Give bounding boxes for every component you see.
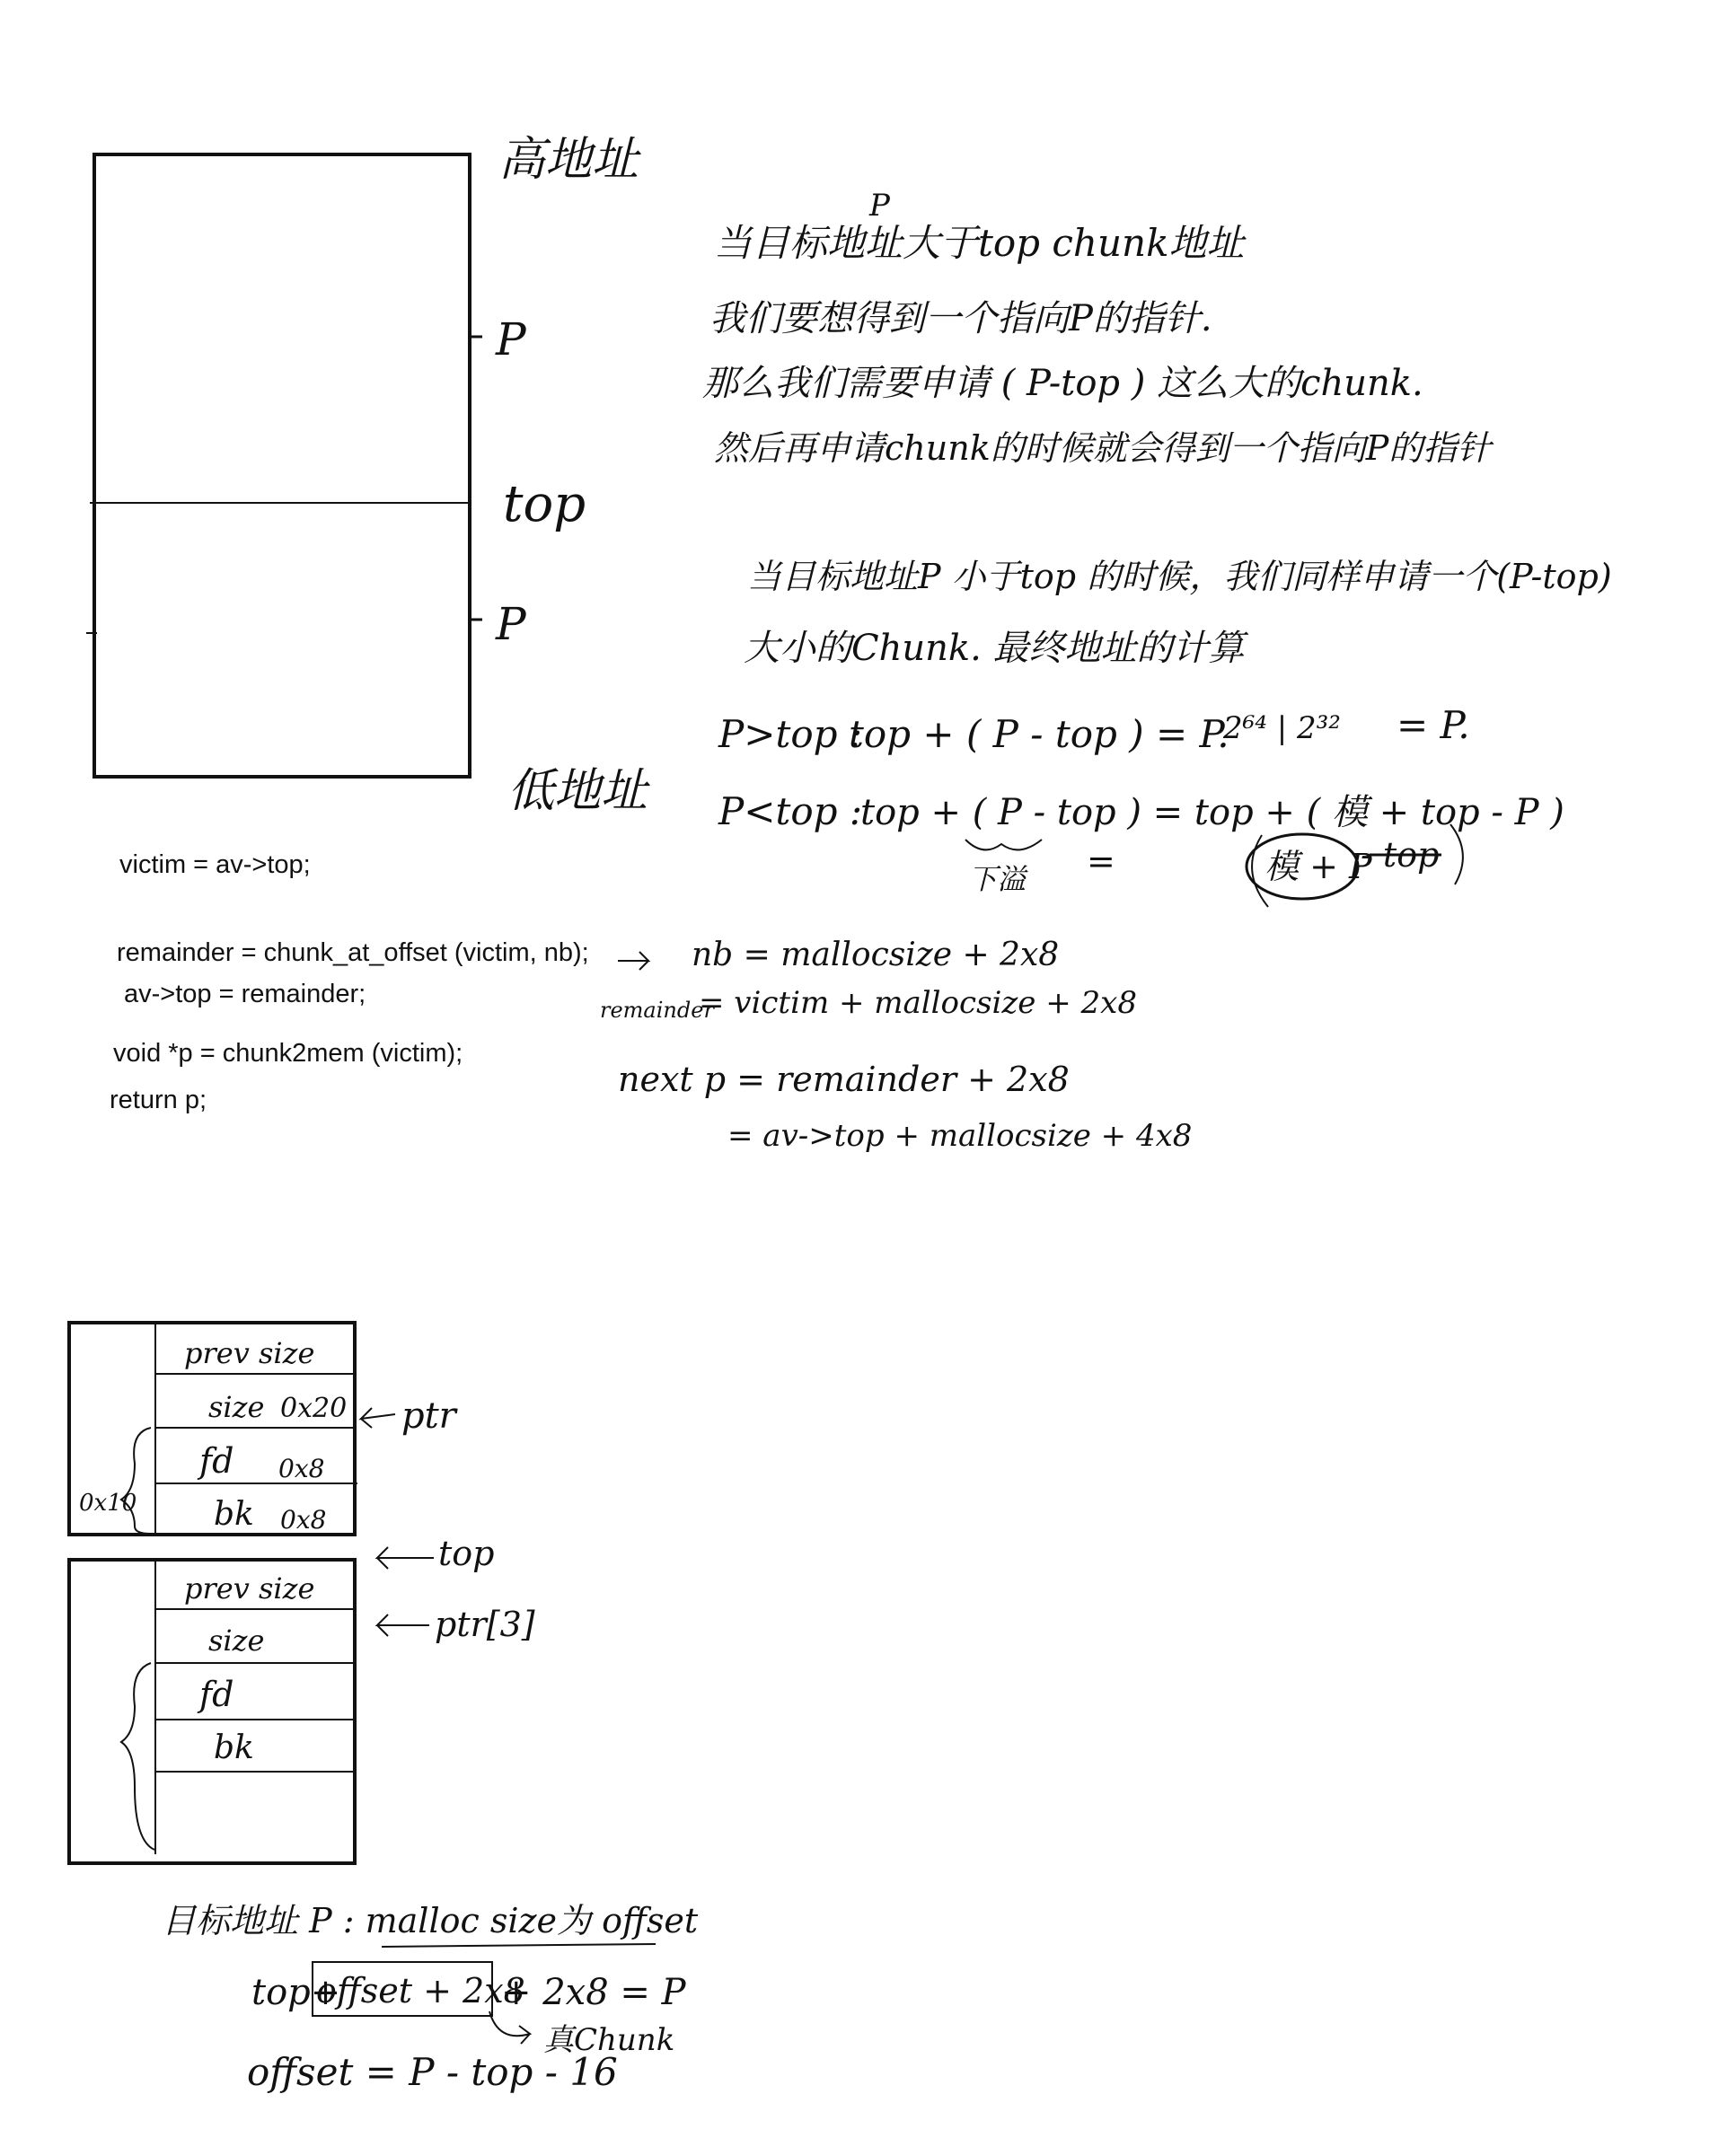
nb-arrow	[618, 952, 648, 970]
code-block	[110, 850, 589, 1114]
eq2-result-crossed: - top	[1361, 835, 1440, 875]
case1-line4: 然后再申请chunk的时候就会得到一个指向P的指针	[714, 428, 1492, 468]
case1-line3: 那么我们需要申请 ( P-top ) 这么大的chunk.	[702, 363, 1423, 404]
high-address-label: 高地址	[498, 133, 639, 187]
eq2-equals: =	[1087, 841, 1115, 881]
chunk2-brace	[121, 1663, 154, 1850]
chunk-diagram	[69, 1323, 535, 1863]
p-lower-label: P	[496, 598, 526, 650]
memory-diagram	[86, 133, 650, 818]
eq2-left: P<top :	[718, 789, 863, 833]
chunk2-prev-size: prev size	[184, 1571, 315, 1606]
underflow-brace	[965, 840, 1042, 849]
memory-region-box	[94, 154, 470, 777]
ptr3-label: ptr[3]	[435, 1605, 535, 1644]
next-p-annotation-2: = av->top + mallocsize + 4x8	[727, 1118, 1193, 1154]
case1-line2: 我们要想得到一个指向P的指针.	[709, 298, 1212, 339]
nb-annotation: nb = mallocsize + 2x8	[692, 937, 1060, 973]
code-line-5: return p;	[110, 1086, 207, 1114]
top-label: top	[503, 475, 586, 533]
code-line-4: void *p = chunk2mem (victim);	[113, 1039, 463, 1068]
eq2-underflow-label: 下溢	[968, 862, 1027, 896]
chunk1-prev-size: prev size	[184, 1336, 315, 1370]
real-chunk-arrow	[489, 2011, 530, 2044]
ptr-label: ptr	[401, 1395, 456, 1437]
eq1-mod: 2⁶⁴ | 2³²	[1223, 710, 1341, 746]
bottom-line-1: 目标地址 P : malloc size为 offset	[162, 1901, 699, 1940]
bottom-line-1-underline	[382, 1944, 656, 1947]
next-p-annotation: next p = remainder + 2x8	[618, 1060, 1070, 1099]
bottom-line-2-boxed: offset + 2x8	[316, 1971, 525, 2010]
ptr3-arrow	[377, 1614, 429, 1636]
case1-line1: 当目标地址大于top chunk地址	[714, 221, 1245, 265]
code-line-2: remainder = chunk_at_offset (victim, nb);	[117, 938, 589, 967]
chunk1-size: size	[208, 1390, 265, 1424]
chunk2-bk: bk	[214, 1729, 254, 1766]
chunk1-fd: fd	[199, 1441, 234, 1481]
handwritten-notes	[702, 188, 1612, 907]
chunk1-size-value: 0x20	[280, 1393, 348, 1424]
chunk1-fd-size: 0x8	[278, 1454, 325, 1483]
chunk1-bk-size: 0x8	[280, 1505, 327, 1535]
p-upper-label: P	[496, 313, 526, 365]
bottom-notes	[162, 1901, 699, 2094]
remainder-annotation: = victim + mallocsize + 2x8	[699, 985, 1137, 1021]
bottom-line-3: offset = P - top - 16	[247, 2050, 618, 2094]
chunk1-bk: bk	[214, 1496, 254, 1533]
ptr-arrow	[361, 1408, 395, 1428]
top-pointer-label: top	[438, 1534, 495, 1573]
eq2-expr: top + ( P - top ) = top + ( 模 + top - P )	[860, 792, 1564, 833]
code-line-3: av->top = remainder;	[124, 980, 366, 1008]
chunk1-brace-label: 0x10	[79, 1490, 137, 1517]
eq2-result-circled: 模 + P	[1265, 847, 1372, 886]
real-chunk-label: 真Chunk	[543, 2022, 675, 2058]
case2-line1: 当目标地址P 小于top 的时候，我们同样申请一个(P-top)	[747, 557, 1612, 596]
case2-line2: 大小的Chunk. 最终地址的计算	[744, 628, 1245, 669]
case1-p-mark: P	[869, 188, 890, 224]
chunk2-fd: fd	[199, 1675, 234, 1714]
code-annotations	[600, 937, 1192, 1154]
eq1-left: P>top :	[718, 712, 863, 756]
low-address-label: 低地址	[507, 764, 648, 818]
chunk1-brace	[121, 1428, 151, 1534]
top-arrow	[377, 1547, 434, 1569]
bottom-line-2-prefix: top+	[251, 1972, 341, 2013]
remainder-label: remainder	[600, 998, 714, 1023]
code-line-1: victim = av->top;	[119, 850, 311, 879]
bottom-line-2-suffix: + 2x8 = P	[501, 1972, 686, 2013]
eq1-right: = P.	[1397, 703, 1470, 747]
eq1-expr: top + ( P - top ) = P.	[849, 712, 1229, 756]
outer-paren-right	[1450, 824, 1463, 884]
chunk2-size: size	[208, 1623, 265, 1658]
